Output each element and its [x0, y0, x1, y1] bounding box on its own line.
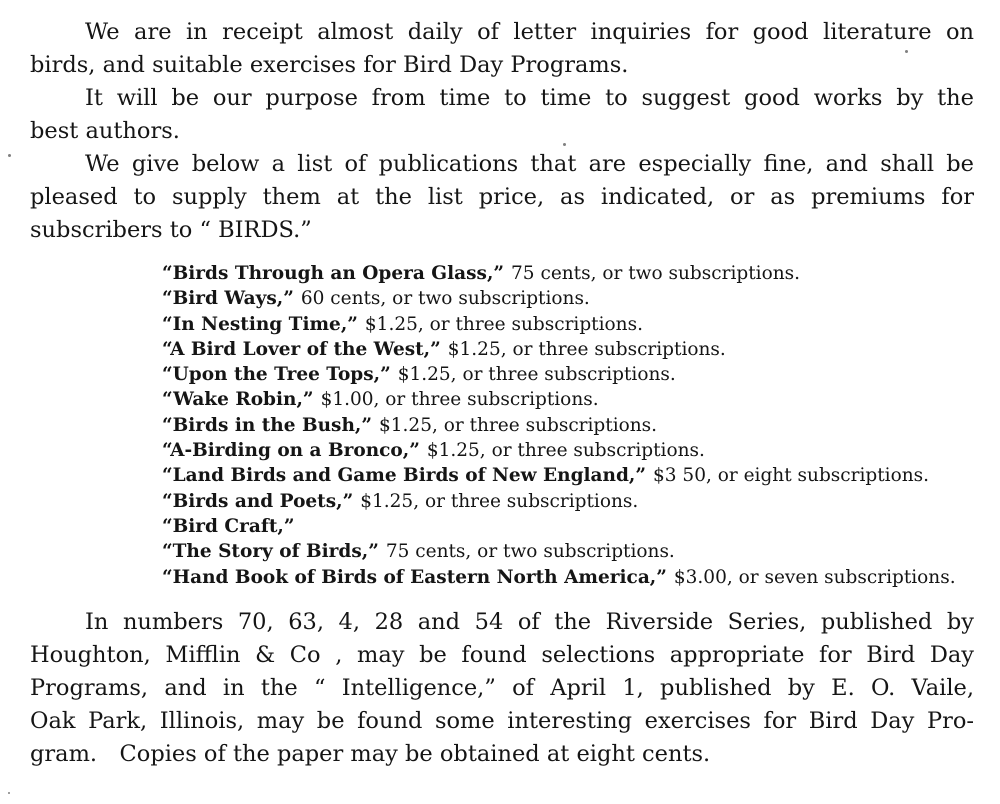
- list-item: [162, 565, 974, 590]
- publication-list: [162, 261, 974, 590]
- list-item: [162, 539, 974, 564]
- text-line: Programs, and in the “ Intelligence,” of April 1, published by E. O. Vaile,: [30, 674, 974, 701]
- text-line: Houghton, Mifflin & Co , may be found selections appropriate for Bird Day: [30, 641, 974, 668]
- text-line: gram. Copies of the paper may be obtained at eight cents.: [30, 740, 711, 767]
- book-price: $1.25, or three subscriptions.: [447, 338, 726, 360]
- text-line: best authors.: [30, 118, 180, 144]
- book-price: $1.25, or three subscriptions.: [379, 414, 658, 436]
- text-line: In numbers 70, 63, 4, 28 and 54 of the Riverside Series, published by: [85, 608, 974, 635]
- scan-artifact-dot: [8, 792, 10, 794]
- list-item: [162, 312, 974, 337]
- book-price: $1.25, or three subscriptions.: [426, 440, 705, 462]
- text-line: We are in receipt almost daily of letter inquiries for good literature on: [85, 19, 974, 45]
- closing-paragraph: [30, 606, 974, 771]
- book-price: 75 cents, or two subscriptions.: [511, 263, 801, 284]
- text-line: It will be our purpose from time to time to suggest good works by the: [85, 85, 974, 111]
- list-item: [162, 286, 974, 311]
- list-item: [162, 261, 974, 286]
- list-item: [162, 489, 974, 514]
- intro-paragraph-1: [30, 16, 974, 82]
- list-item: [162, 514, 974, 539]
- scan-artifact-dot: [563, 143, 566, 146]
- list-item: [162, 413, 974, 438]
- list-item: [162, 438, 974, 463]
- book-title: “In Nesting Time,”: [162, 313, 358, 335]
- book-price: $1.25, or three subscriptions.: [360, 490, 639, 512]
- list-item: [162, 337, 974, 362]
- text-line: We give below a list of publications that are especially fine, and shall be: [85, 151, 974, 177]
- text-line: birds, and suitable exercises for Bird Day Programs.: [30, 52, 629, 78]
- book-price: $1.25, or three subscriptions.: [364, 313, 643, 335]
- book-title: “A Bird Lover of the West,”: [162, 338, 441, 360]
- list-item: [162, 362, 974, 387]
- intro-paragraph-3: [30, 148, 974, 247]
- book-title: “Bird Craft,”: [162, 515, 295, 537]
- scan-artifact-dot: [905, 50, 908, 53]
- book-price: $3 50, or eight subscriptions.: [653, 465, 930, 487]
- text-line: subscribers to “ BIRDS.”: [30, 217, 312, 243]
- book-title: “Hand Book of Birds of Eastern North America,”: [162, 566, 667, 588]
- book-price: $1.00, or three subscriptions.: [320, 389, 599, 411]
- book-price: $1.25, or three subscriptions.: [397, 364, 676, 386]
- text-line: pleased to supply them at the list price, as indicated, or as premiums for: [30, 184, 974, 210]
- list-item: [162, 463, 974, 488]
- book-price: 75 cents, or two subscriptions.: [385, 541, 675, 563]
- book-title: “Wake Robin,”: [162, 389, 314, 411]
- book-title: “Birds and Poets,”: [162, 490, 354, 512]
- book-title: “Land Birds and Game Birds of New England,”: [162, 465, 647, 487]
- book-title: “Bird Ways,”: [162, 288, 294, 310]
- intro-paragraph-2: [30, 82, 974, 148]
- list-item: [162, 387, 974, 412]
- book-title: “Birds Through an Opera Glass,”: [162, 263, 505, 284]
- book-price: $3.00, or seven subscriptions.: [673, 566, 956, 588]
- book-price: 60 cents, or two subscriptions.: [300, 288, 590, 310]
- book-title: “A-Birding on a Bronco,”: [162, 440, 420, 462]
- book-title: “The Story of Birds,”: [162, 541, 379, 563]
- book-title: “Birds in the Bush,”: [162, 414, 373, 436]
- scan-artifact-dot: [8, 154, 11, 157]
- book-title: “Upon the Tree Tops,”: [162, 364, 391, 386]
- text-line: Oak Park, Illinois, may be found some interesting exercises for Bird Day Pro-: [30, 707, 974, 734]
